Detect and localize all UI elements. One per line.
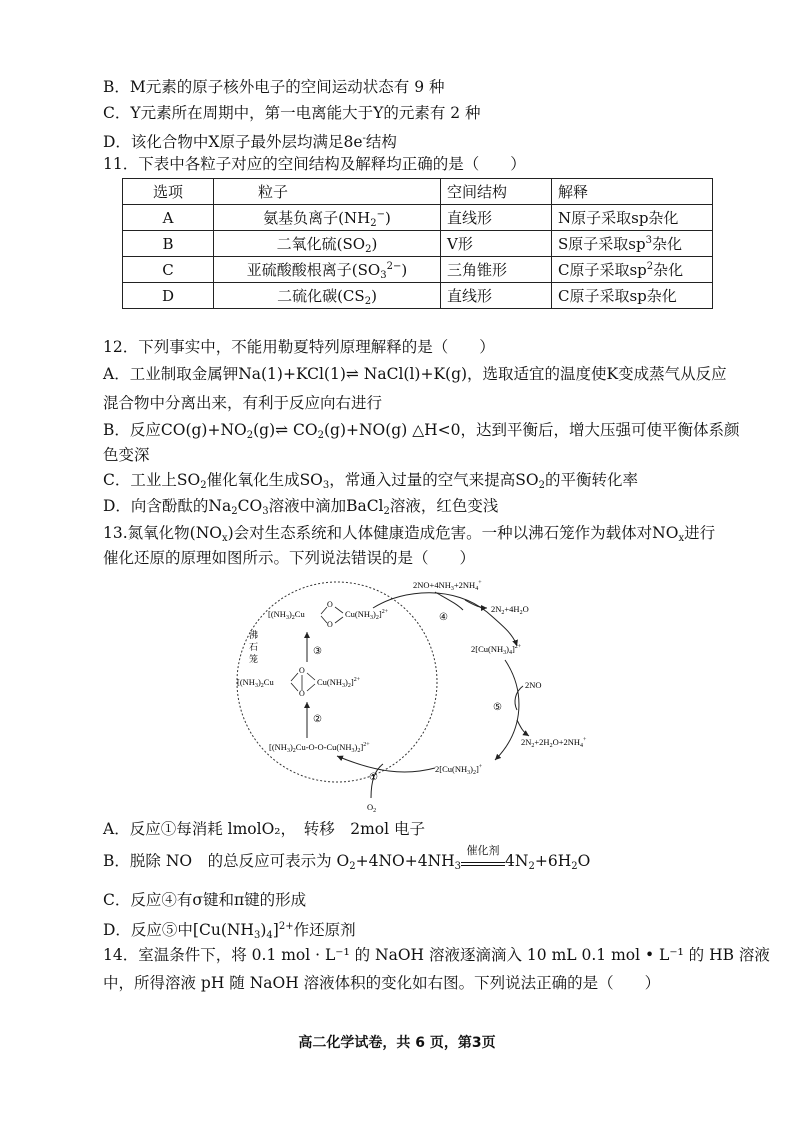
svg-text:O: O bbox=[299, 689, 305, 698]
n2-out-label: $2N_2+4H_2O$ bbox=[491, 604, 529, 616]
reagent-top: $2NO+4NH_3+2NH_4^+$ bbox=[413, 580, 482, 592]
cage-label: 沸 bbox=[249, 630, 259, 640]
q12-stem: 12．下列事实中，不能用勒夏特列原理解释的是（ ） bbox=[103, 338, 495, 356]
catalyst-label: 催化剂 bbox=[466, 844, 500, 857]
svg-text:笼: 笼 bbox=[249, 654, 259, 664]
q10-option-c: C．Y元素所在周期中，第一电离能大于Y的元素有 2 种 bbox=[103, 104, 481, 122]
svg-text:O: O bbox=[327, 620, 333, 629]
q12-option-c: C．工业上$SO_2$催化氧化生成$SO_3$，常通入过量的空气来提高$SO_2$的平衡转化率 bbox=[103, 471, 638, 491]
q13-option-b: B．脱除 NO 的总反应可表示为 $O_2+4NO+4NH_3$ 催化剂 $4N_2+6H_2O$ bbox=[103, 850, 590, 878]
step-5-label: ⑤ bbox=[493, 702, 502, 713]
q13-stem-line2: 催化还原的原理如图所示。下列说法错误的是（ ） bbox=[103, 549, 476, 567]
species-bottom: $[(NH_3)_2Cu-O-O-Cu(NH_3)_2]^{2+}$ bbox=[269, 742, 370, 754]
q10-option-d: D．该化合物中X原子最外层均满足8e-结构 bbox=[103, 133, 397, 151]
products-label: $2N_2+2H_2O+2NH_4^+$ bbox=[521, 737, 587, 749]
q11-stem: 11．下表中各粒子对应的空间结构及解释均正确的是（ ） bbox=[103, 155, 526, 173]
table-header-cell: 选项 bbox=[123, 179, 214, 205]
q13-option-d: D．反应⑤中$[Cu(NH_3)_4]^{2+}$作还原剂 bbox=[103, 921, 356, 941]
q14-stem-line1: 14．室温条件下，将 0.1 mol · L⁻¹ 的 NaOH 溶液逐滴滴入 10 mL 0.1 mol • L⁻¹ 的 HB 溶液 bbox=[103, 946, 770, 964]
q13-stem-line1: 13.氮氧化物$(NO_x)$会对生态系统和人体健康造成危害。一种以沸石笼作为载体对$NO_x$进行 bbox=[103, 524, 716, 544]
table-header-cell: 粒子 bbox=[214, 179, 441, 205]
table-row: C 亚硫酸酸根离子$(SO_3^{2-})$ 三角锥形 C原子采取$sp^2$杂化 bbox=[123, 257, 713, 283]
page-footer: 高二化学试卷，共 6 页，第3页 bbox=[298, 1035, 496, 1051]
q14-stem-line2: 中，所得溶液 pH 随 NaOH 溶液体积的变化如右图。下列说法正确的是（ ） bbox=[103, 974, 661, 992]
svg-text:O: O bbox=[327, 600, 333, 609]
step-3-label: ③ bbox=[313, 646, 322, 657]
table-row: D 二硫化碳$(CS_2)$ 直线形 C原子采取sp杂化 bbox=[123, 283, 713, 309]
table-header-cell: 解释 bbox=[552, 179, 713, 205]
q10-option-b: B．M元素的原子核外电子的空间运动状态有 9 种 bbox=[103, 78, 445, 96]
q12-option-d: D．向含酚酞的$Na_2CO_3$溶液中滴加BaCl$_2$溶液，红色变浅 bbox=[103, 497, 499, 517]
svg-text:Cu(NH3)2]2+: $Cu(NH_3)_2]^{2+}$ bbox=[345, 609, 389, 621]
species-mid: [$(NH_3)_2Cu$ bbox=[237, 677, 274, 689]
catalytic-cycle-diagram bbox=[225, 570, 625, 818]
step-1-label: ① bbox=[369, 772, 378, 783]
q12-option-b-line2: 色变深 bbox=[103, 446, 150, 464]
step-2-label: ② bbox=[313, 714, 322, 725]
q12-option-a-line2: 混合物中分离出来，有利于反应向右进行 bbox=[103, 394, 383, 412]
species-top: [$(NH_3)_2Cu$ bbox=[268, 609, 305, 621]
table-header-row bbox=[123, 179, 713, 205]
cu-nh3-2-label: $2[Cu(NH_3)_2]^+$ bbox=[435, 764, 483, 776]
table-header-cell: 空间结构 bbox=[441, 179, 552, 205]
table-row: B 二氧化硫$(SO_2)$ V形 S原子采取$sp^3$杂化 bbox=[123, 231, 713, 257]
no-in-label: 2NO bbox=[525, 680, 542, 690]
table-row: A 氨基负离子$(NH_2^-)$ 直线形 N原子采取sp杂化 bbox=[123, 205, 713, 231]
q12-option-a-line1: A．工业制取金属钾Na(1)+KCl(1)⇌ NaCl(l)+K(g)，选取适宜的温度使K变成蒸气从反应 bbox=[103, 365, 727, 383]
step-4-label: ④ bbox=[439, 612, 448, 623]
q11-table bbox=[122, 178, 713, 309]
svg-text:Cu(NH3)2]2+: $Cu(NH_3)_2]^{2+}$ bbox=[317, 677, 361, 689]
o2-label: $O_2$ bbox=[367, 802, 377, 814]
q13-option-a: A．反应①每消耗 lmolO₂， 转移 2mol 电子 bbox=[103, 820, 426, 838]
cu-nh3-4-label: $2[Cu(NH_3)_4]^{2+}$ bbox=[471, 644, 522, 656]
svg-text:O: O bbox=[299, 666, 305, 675]
q13-option-c: C．反应④有σ键和π键的形成 bbox=[103, 891, 307, 909]
q12-option-b-line1: B．反应$CO(g)+NO_2(g)\rightleftharpoons$ $CO_2(g)+NO(g)$ △H<0，达到平衡后，增大压强可使平衡体系颜 bbox=[103, 421, 740, 441]
svg-text:石: 石 bbox=[249, 642, 259, 652]
